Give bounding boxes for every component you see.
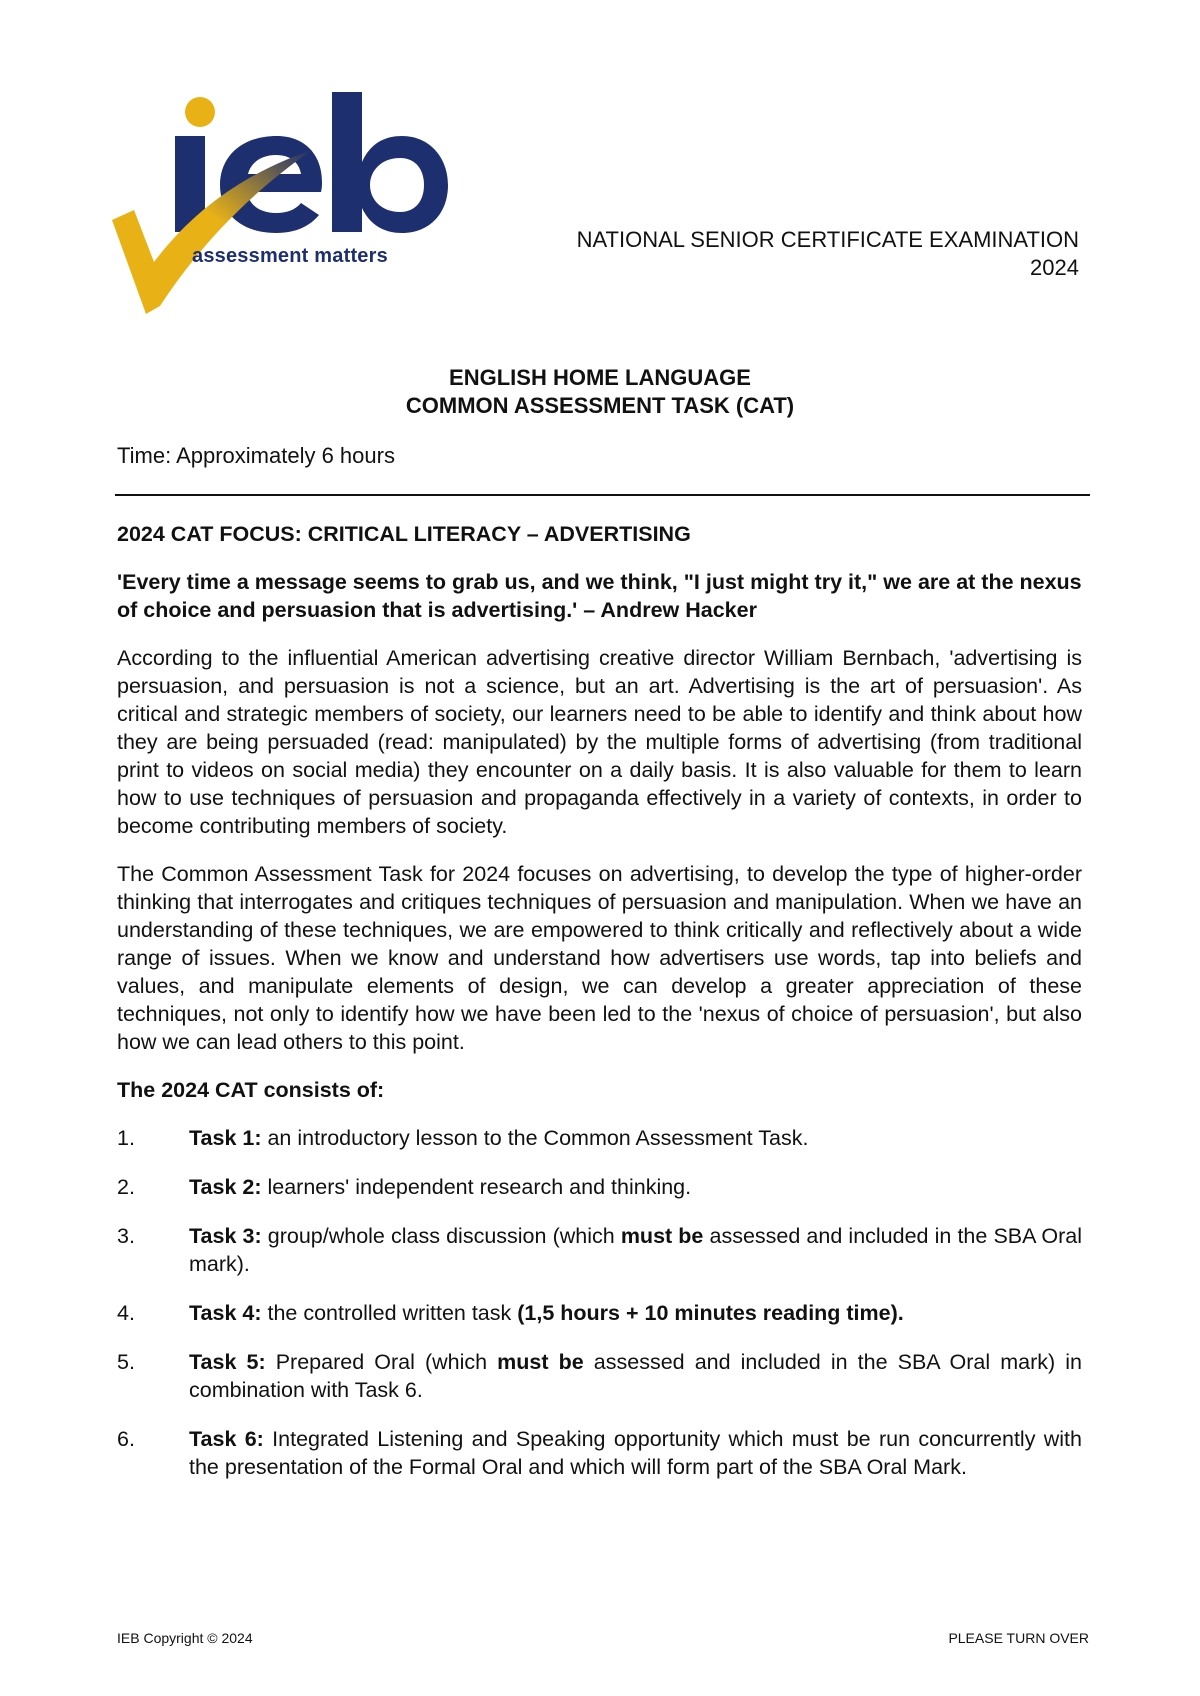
task-list [117, 1124, 1082, 1481]
task-emphasis: (1,5 hours + 10 minutes reading time) [517, 1301, 898, 1325]
task-emphasis: must be [620, 1224, 704, 1248]
exam-title: NATIONAL SENIOR CERTIFICATE EXAMINATION [576, 227, 1079, 252]
main-content [117, 520, 1082, 1502]
exam-year: 2024 [1030, 255, 1079, 280]
subject-title: ENGLISH HOME LANGUAGE [449, 365, 751, 390]
task-label: Task 1: [189, 1126, 262, 1150]
logo-tagline: assessment matters [192, 245, 388, 267]
list-item [117, 1348, 1082, 1404]
list-item [117, 1425, 1082, 1481]
task-text: an introductory lesson to the Common Assessment Task. [261, 1126, 809, 1150]
footer-copyright: IEB Copyright © 2024 [117, 1630, 253, 1646]
task-label: Task 5: [189, 1350, 266, 1374]
time-allowed: Time: Approximately 6 hours [117, 443, 395, 468]
task-number: 1. [117, 1126, 135, 1150]
task-text: the controlled written task [261, 1301, 518, 1325]
task-text: group/whole class discussion (which [261, 1224, 621, 1248]
task-text: assessed and included in the SBA Oral mark). [189, 1224, 1083, 1276]
task-number: 3. [117, 1224, 135, 1248]
task-text: assessed and included in the SBA Oral mark) in combination with Task 6. [189, 1350, 1083, 1402]
task-text: learners' independent research and thinking. [261, 1175, 692, 1199]
subject-subtitle: COMMON ASSESSMENT TASK (CAT) [405, 393, 795, 418]
task-emphasis: must be [497, 1350, 584, 1374]
footer-turn-over: PLEASE TURN OVER [948, 1630, 1089, 1646]
exam-header [439, 226, 1079, 282]
task-text: Prepared Oral (which [265, 1350, 498, 1374]
task-text: Integrated Listening and Speaking opportunity which must be run concurrently with the presentation of the Formal Oral and which will form part of the SBA Oral Mark. [189, 1427, 1082, 1479]
task-number: 2. [117, 1175, 135, 1199]
list-item [117, 1222, 1082, 1278]
focus-heading: 2024 CAT FOCUS: CRITICAL LITERACY – ADVERTISING [117, 522, 691, 546]
task-label: Task 4: [189, 1301, 262, 1325]
task-number: 6. [117, 1427, 135, 1451]
task-text: . [897, 1301, 904, 1325]
task-label: Task 2: [189, 1175, 262, 1199]
task-number: 5. [117, 1350, 135, 1374]
focus-paragraph: The Common Assessment Task for 2024 focuses on advertising, to develop the type of higher-order thinking that interrogates and critiques techniques of persuasion and manipulation. When we have an understanding of these techniques, we are empowered to think critically and reflectively about a wide range of issues. When we know and understand how advertisers use words, tap into beliefs and values, and manipulate elements of design, we can develop a greater appreciation of these techniques, not only to identify how we have been led to the 'nexus of choice of persuasion', but also how we can lead others to this point. [117, 862, 1082, 1054]
list-item [117, 1124, 1082, 1152]
task-number: 4. [117, 1301, 135, 1325]
ieb-logo-graphic [112, 92, 452, 314]
opening-quote: 'Every time a message seems to grab us, and we think, "I just might try it," we are at the nexus of choice and persuasion that is advertising.' – Andrew Hacker [117, 570, 1082, 622]
ieb-logo [112, 92, 452, 314]
list-item [117, 1173, 1082, 1201]
task-label: Task 6: [189, 1427, 264, 1451]
task-label: Task 3: [189, 1224, 262, 1248]
subject-block [0, 364, 1200, 420]
intro-paragraph: According to the influential American advertising creative director William Bernbach, 'advertising is persuasion, and persuasion is not a science, but an art. Advertising is the art of persuasion'. As critical and strategic members of society, our learners need to be able to identify and think about how they are being persuaded (read: manipulated) by the multiple forms of advertising (from traditional print to videos on social media) they encounter on a daily basis. It is also valuable for them to learn how to use techniques of persuasion and propaganda effectively in a variety of contexts, in order to become contributing members of society. [117, 646, 1082, 838]
consists-heading: The 2024 CAT consists of: [117, 1078, 385, 1102]
header-divider [115, 494, 1090, 496]
list-item [117, 1299, 1082, 1327]
